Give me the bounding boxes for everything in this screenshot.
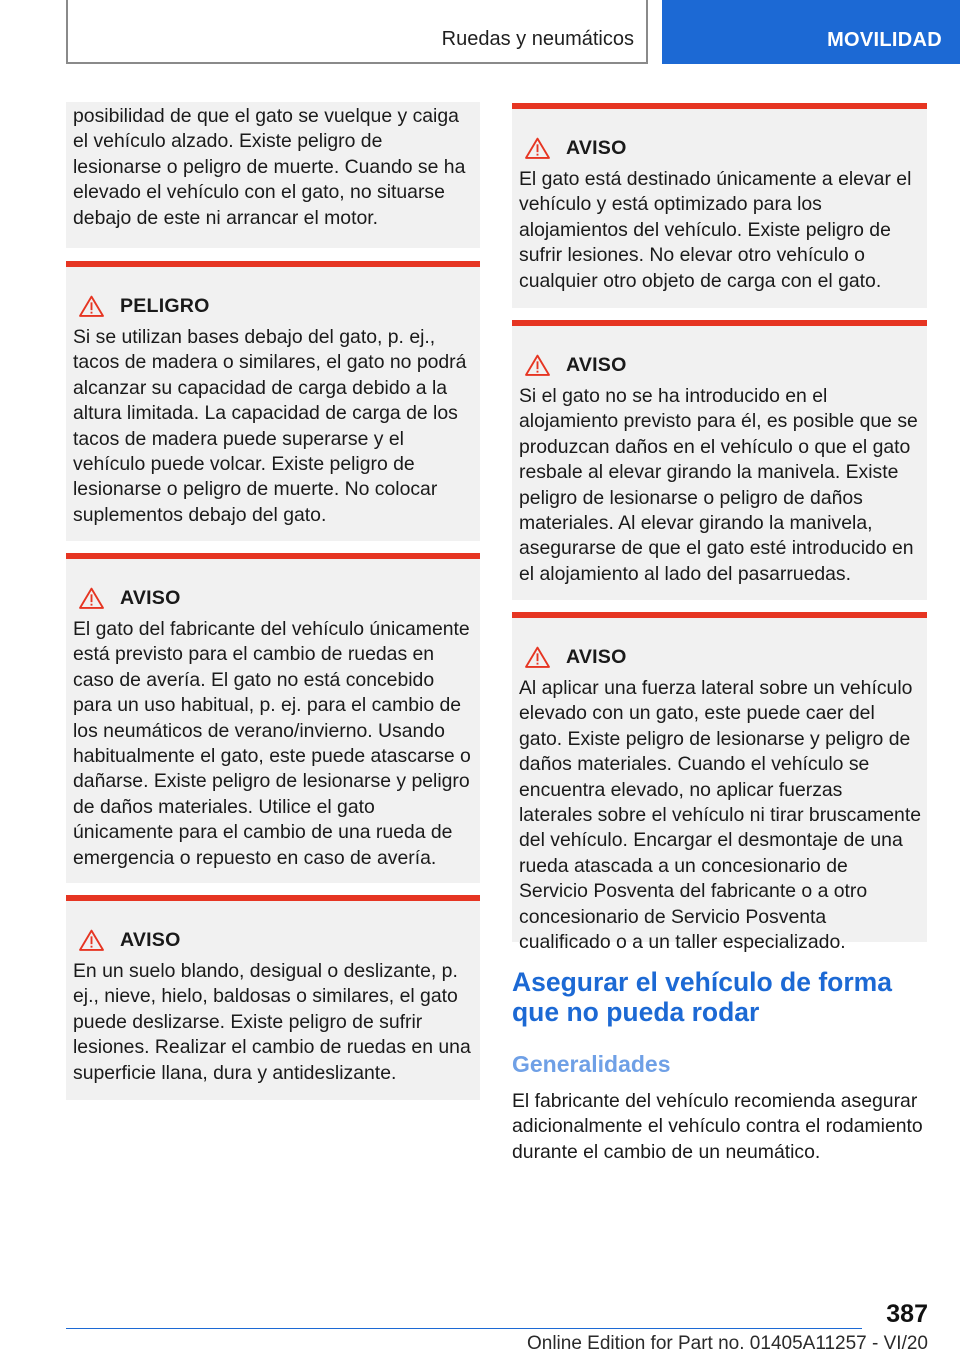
footer-edition: Online Edition for Part no. 01405A11257 - VI/20 [526, 1333, 928, 1354]
chapter-tab[interactable] [662, 0, 960, 64]
warning-header [519, 644, 921, 670]
warning-header [73, 585, 474, 611]
warning-triangle-icon [79, 587, 104, 609]
warning-box-peligro [66, 261, 480, 541]
warning-box-aviso [66, 895, 480, 1100]
warning-header [73, 927, 474, 953]
warning-text: El gato está destinado únicamente a elevar el vehículo y está optimizado para los alojamientos del vehículo. Existe peligro de sufrir lesiones. No elevar otro vehículo o cualquier otro objeto de carga con el gato. [519, 168, 912, 292]
section-title: Ruedas y neumáticos [441, 28, 634, 50]
warning-box-aviso [66, 553, 480, 883]
warning-text: Si se utilizan bases debajo del gato, p. ej., tacos de madera o similares, el gato no podrá alcanzar su capacidad de carga debido a la altura limitada. La capacidad de carga de los tacos de madera puede superarse y el vehículo puede volcar. Existe peligro de lesionarse o peligro de muerte. No colocar suplementos debajo del gato. [73, 326, 467, 526]
warning-text: Al aplicar una fuerza lateral sobre un vehículo elevado con un gato, este puede caer del gato. Existe peligro de lesionarse y peligro de daños materiales. Cuando el vehículo se encuentra elevado, no aplicar fuerzas laterales sobre el vehículo ni tirar bruscamente del vehículo. Encargar el desmontaje de una rueda atascada a un concesionario de Servicio Posventa del fabricante o a otro concesionario de Servicio Posventa cualificado o a un taller especializado. [519, 677, 922, 954]
warning-label: AVISO [566, 353, 627, 376]
warning-label: AVISO [120, 586, 181, 609]
continuation-text: posibilidad de que el gato se vuelque y caiga el vehículo alzado. Existe peligro de lesionarse o peligro de muerte. Cuando se ha elevado el vehículo con el gato, no situarse debajo de este ni arrancar el motor. [73, 105, 466, 229]
warning-text: Si el gato no se ha introducido en el alojamiento previsto para él, es posible que se produzcan daños en el vehículo o que el gato resbale al elevar girando la manivela. Existe peligro de lesionarse o peligro de daños materiales. Al elevar girando la manivela, asegurarse de que el gato esté introducido en el alojamiento al lado del pasarruedas. [519, 385, 918, 585]
warning-header [73, 293, 474, 319]
warning-triangle-icon [79, 295, 104, 317]
warning-header [519, 135, 921, 161]
warning-label: AVISO [566, 136, 627, 159]
warning-triangle-icon [525, 137, 550, 159]
warning-triangle-icon [79, 929, 104, 951]
warning-text: En un suelo blando, desigual o deslizante, p. ej., nieve, hielo, baldosas o similares, el gato puede deslizarse. Existe peligro de sufrir lesiones. Realizar el cambio de ruedas en una superficie llana, dura y antideslizante. [73, 960, 471, 1084]
subsection-heading: Generalidades [512, 1051, 671, 1077]
warning-text: El gato del fabricante del vehículo únicamente está previsto para el cambio de ruedas en caso de avería. El gato no está concebido para un uso habitual, p. ej. para el cambio de los neumáticos de verano/invierno. Usando habitualmente el gato, este puede atascarse o dañarse. Existe peligro de lesionarse y peligro de daños materiales. Utilice el gato únicamente para el cambio de una rueda de emergencia o repuesto en caso de avería. [73, 618, 471, 869]
warning-label: AVISO [120, 928, 181, 951]
continuation-box [66, 102, 480, 248]
warning-box-aviso [512, 103, 927, 308]
footer-divider [66, 1328, 862, 1329]
warning-triangle-icon [525, 646, 550, 668]
page-number: 387 [886, 1300, 928, 1328]
warning-label: PELIGRO [120, 294, 210, 317]
chapter-tab-label: MOVILIDAD [827, 29, 942, 51]
body-paragraph: El fabricante del vehículo recomienda asegurar adicionalmente el vehículo contra el rodamiento durante el cambio de un neumático. [512, 1090, 923, 1163]
warning-box-aviso [512, 320, 927, 600]
warning-label: AVISO [566, 645, 627, 668]
warning-triangle-icon [525, 354, 550, 376]
warning-header [519, 352, 921, 378]
header-section-box [66, 0, 648, 64]
warning-box-aviso [512, 612, 927, 954]
section-heading: Asegurar el vehículo de forma que no pueda rodar [512, 967, 892, 1027]
